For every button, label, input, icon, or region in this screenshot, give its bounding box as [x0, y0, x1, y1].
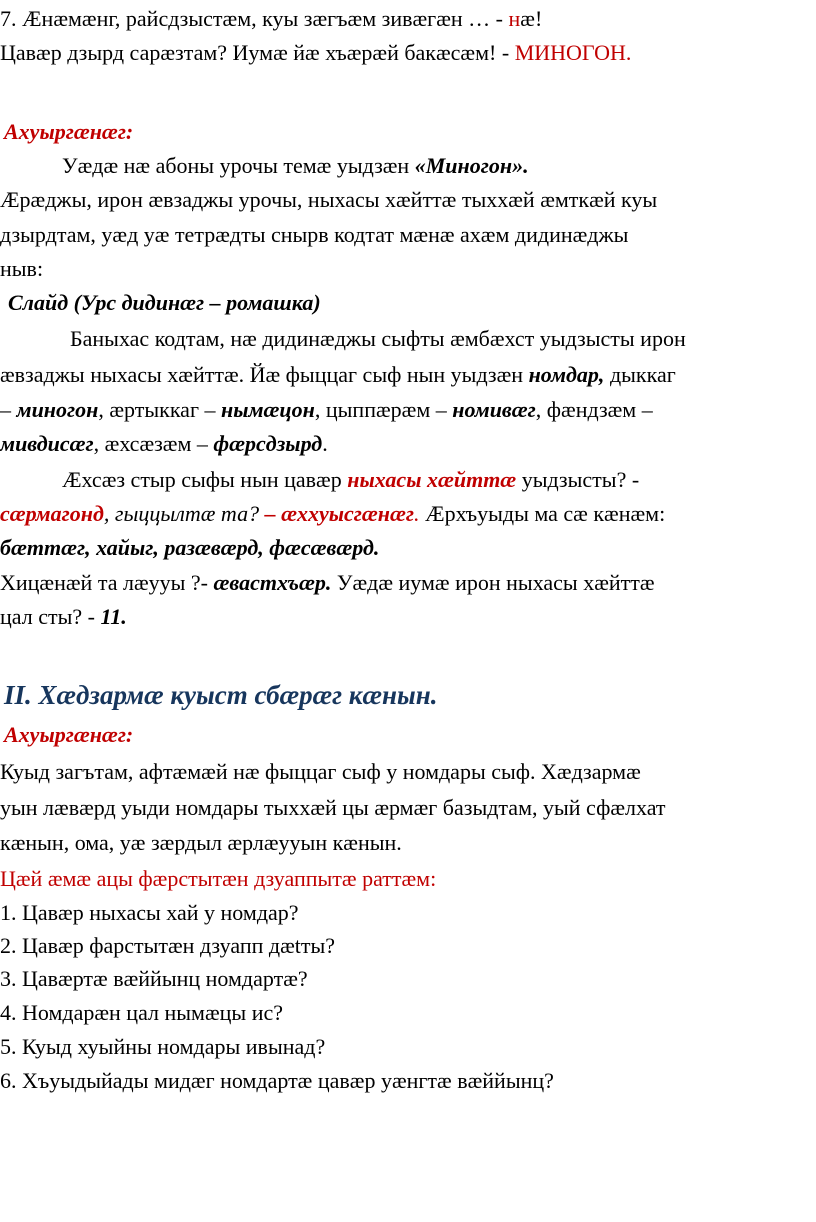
- term-numeral: нымæцон: [220, 397, 315, 422]
- paragraph-line: ныв:: [0, 256, 44, 281]
- highlight-parts-of-speech: ныхасы хæйттæ: [347, 467, 517, 492]
- paragraph-line: [62, 463, 639, 497]
- question-small: , гыццылтæ та?: [103, 501, 265, 526]
- paragraph-text: дыккаг: [604, 362, 676, 387]
- paragraph-text: .: [322, 431, 328, 456]
- paragraph-line: [0, 393, 653, 427]
- paragraph-line: [0, 427, 328, 461]
- paragraph-text: , фæндзæм –: [535, 397, 653, 422]
- paragraph-line: Баныхас кодтам, нæ дидинæджы сыфты æмбæхст уыдзысты ирон: [70, 326, 686, 351]
- questions-intro: Цæй æмæ ацы фæрстытæн дзуаппытæ раттæм:: [0, 866, 437, 891]
- paragraph-line: [0, 566, 655, 600]
- answer-count: 11.: [100, 604, 127, 629]
- term-pronoun: номивæг: [452, 397, 536, 422]
- question-item: 5. Куыд хуыйны номдары ивынад?: [0, 1034, 326, 1059]
- paragraph-text: Уæдæ иумæ ирон ныхасы хæйттæ: [331, 570, 655, 595]
- teacher-label: Ахуыргæнæг:: [4, 722, 134, 747]
- paragraph-line: уын лæвæрд уыди номдары тыххæй цы æрмæг базыдтам, уый сфæлхат: [0, 795, 666, 820]
- term-noun: номдар,: [528, 362, 605, 387]
- paragraph-text: –: [0, 397, 17, 422]
- term-interjection: æвастхъæр.: [213, 570, 332, 595]
- question-item: 3. Цавæртæ вæййынц номдартæ?: [0, 966, 308, 991]
- slide-line: [8, 286, 321, 320]
- paragraph-text: , æхсæзæм –: [93, 431, 214, 456]
- question-text: Цавæр дзырд сарæзтам? Иумæ йæ хъæрæй бакæсæм! -: [0, 40, 515, 65]
- question-item: 1. Цавæр ныхасы хай у номдар?: [0, 900, 299, 925]
- paragraph-line: Æрæджы, ирон æвзаджы урочы, ныхасы хæйттæ тыххæй æмткæй куы: [0, 187, 658, 212]
- answer-independent: сæрмагонд: [0, 501, 104, 526]
- slide-label: Слайд: [8, 290, 69, 315]
- auxiliary-list: бæттæг, хайыг, разæвæрд, фæсæвæрд.: [0, 535, 380, 560]
- question-item: 6. Хъуыдыйады мидæг номдартæ цавæр уæнгтæ вæййынц?: [0, 1068, 554, 1093]
- topic-text: Уæдæ нæ абоны урочы темæ уыдзæн: [62, 153, 415, 178]
- term-question-word: фæрсдзырд: [213, 431, 323, 456]
- exercise-text-end: æ!: [520, 6, 543, 31]
- topic-title: «Миногон».: [414, 153, 529, 178]
- paragraph-text: цал сты? -: [0, 604, 101, 629]
- paragraph-line: дзырдтам, уæд уæ тетрæдты снырв кодтат мæнæ ахæм дидинæджы: [0, 222, 629, 247]
- paragraph-text: , æртыккаг –: [98, 397, 221, 422]
- highlighted-letter: н: [508, 6, 521, 31]
- paragraph-line: [0, 497, 665, 531]
- question-item: 2. Цавæр фарстытæн дзуапп дætты?: [0, 933, 336, 958]
- paragraph-text: Æхсæз стыр сыфы нын цавæр: [62, 467, 348, 492]
- paragraph-text: Æрхъуыды ма сæ кæнæм:: [419, 501, 666, 526]
- slide-caption: Урс дидинæг – ромашка): [80, 290, 321, 315]
- paragraph-line: Куыд загътам, афтæмæй нæ фыццаг сыф у номдары сыф. Хæдзармæ: [0, 759, 641, 784]
- term-verb: мивдисæг: [0, 431, 94, 456]
- exercise-line: [0, 2, 542, 36]
- slide-paren: (: [73, 290, 81, 315]
- punctuation: .: [414, 501, 420, 526]
- paragraph-text: Хицæнæй та лæууы ?-: [0, 570, 214, 595]
- teacher-label: Ахуыргæнæг:: [4, 119, 134, 144]
- paragraph-text: , цыппæрæм –: [314, 397, 453, 422]
- question-item: 4. Номдарæн цал нымæцы ис?: [0, 1000, 284, 1025]
- section-heading: II. Хæдзармæ куыст сбæрæг кæнын.: [4, 680, 438, 710]
- paragraph-line: кæнын, ома, уæ зæрдыл æрлæууын кæнын.: [0, 830, 402, 855]
- term-adjective: миногон: [16, 397, 99, 422]
- paragraph-text: æвзаджы ныхасы хæйттæ. Йæ фыццаг сыф нын уыдзæн: [0, 362, 529, 387]
- paragraph-text: уыдзысты? -: [516, 467, 640, 492]
- paragraph-line: [0, 600, 127, 634]
- question-line: [0, 36, 631, 70]
- topic-line: [62, 149, 529, 183]
- answer-word: МИНОГОН.: [514, 40, 632, 65]
- exercise-text: 7. Æнæмæнг, райсдзыстæм, куы зæгъæм зивæгæн … -: [0, 6, 509, 31]
- paragraph-line: [0, 358, 676, 392]
- answer-auxiliary: – æххуысгæнæг: [264, 501, 415, 526]
